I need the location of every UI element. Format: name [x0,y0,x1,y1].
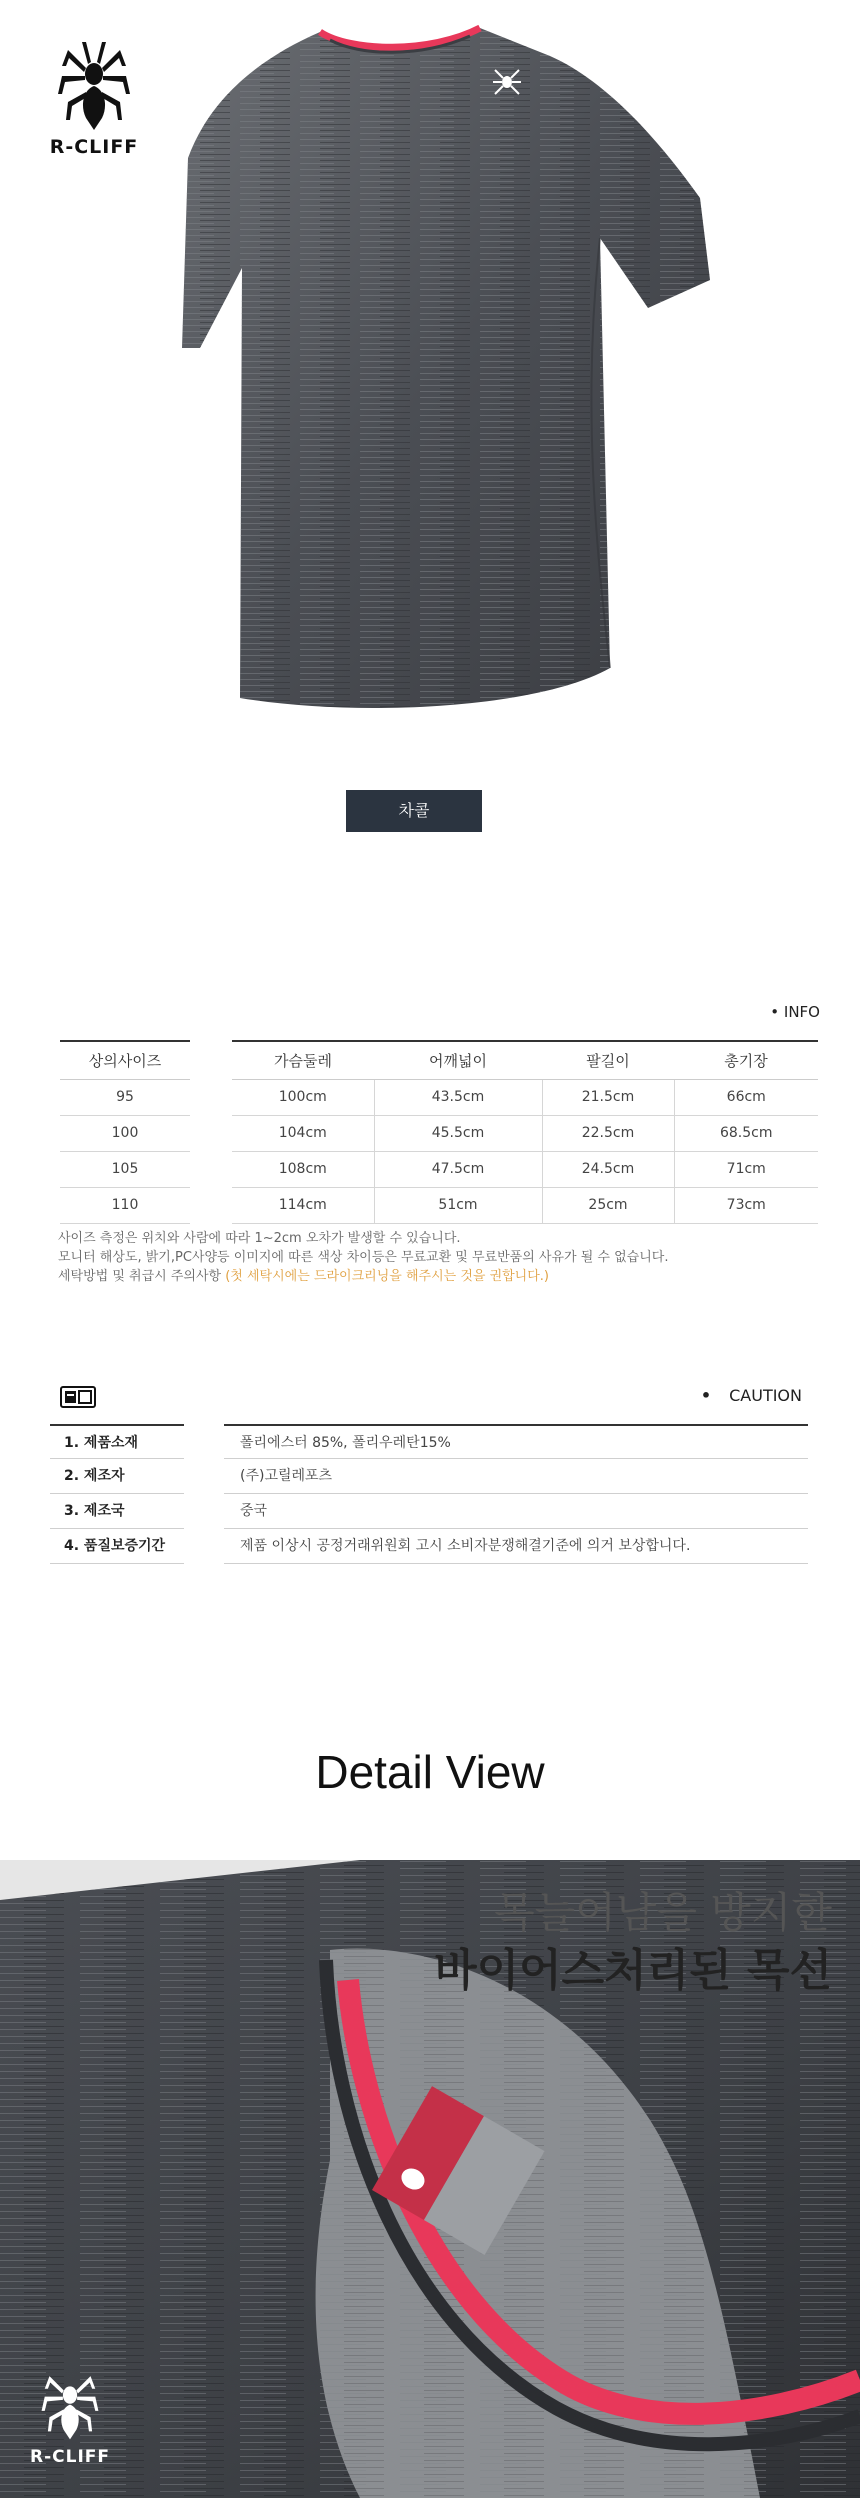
table-row [232,1187,818,1223]
size-cell: 95 [60,1079,190,1115]
washing-highlight: (첫 세탁시에는 드라이크리닝을 해주시는 것을 권합니다.) [225,1269,550,1284]
caution-title [701,1386,802,1405]
table-row [60,1079,190,1115]
size-info-title: • INFO [770,1003,820,1021]
size-measurement-table [232,1040,818,1224]
table-cell: 45.5cm [374,1115,542,1151]
table-cell: 71cm [674,1151,818,1187]
caution-table [50,1424,808,1564]
spider-logo-icon [40,2365,100,2441]
caution-title-text: CAUTION [729,1386,802,1405]
size-cell: 105 [60,1151,190,1187]
table-cell: 100cm [232,1079,374,1115]
caution-value: (주)고릴레포츠 [224,1459,808,1494]
caution-value: 폴리에스터 85%, 폴리우레탄15% [224,1424,808,1459]
size-cell: 100 [60,1115,190,1151]
table-cell: 114cm [232,1187,374,1223]
caution-row [50,1459,808,1494]
brand-name: R-CLIFF [49,136,139,158]
spider-logo-icon [56,36,132,132]
table-row [232,1115,818,1151]
size-notes [58,1229,668,1286]
bullet-dot: • [700,1386,712,1405]
caution-row [50,1529,808,1564]
caution-key: 1. 제품소재 [50,1424,184,1459]
brand-name: R-CLIFF [29,2447,110,2467]
table-cell: 25cm [542,1187,674,1223]
size-label-table [60,1040,190,1224]
table-cell: 73cm [674,1187,818,1223]
product-hero [0,0,860,880]
note-line [58,1267,668,1286]
table-cell: 104cm [232,1115,374,1151]
size-header: 상의사이즈 [60,1041,190,1079]
brand-logo [34,36,154,166]
table-cell: 22.5cm [542,1115,674,1151]
detail-copy-line2: 바이어스처리된 목선 [434,1945,832,1996]
table-row [60,1151,190,1187]
table-cell: 108cm [232,1151,374,1187]
caution-key: 4. 품질보증기간 [50,1529,184,1564]
detail-copy-line1: 목늘어남을 방지한 [494,1888,832,1937]
caution-value: 제품 이상시 공정거래위원회 고시 소비자분쟁해결기준에 의거 보상합니다. [224,1529,808,1564]
caution-value: 중국 [224,1494,808,1529]
size-cell: 110 [60,1187,190,1223]
caution-row [50,1424,808,1459]
table-cell: 68.5cm [674,1115,818,1151]
table-row [60,1115,190,1151]
table-row [60,1187,190,1223]
color-option-chip[interactable]: 차콜 [346,790,482,832]
note-line: 사이즈 측정은 위치와 사람에 따라 1~2cm 오차가 발생할 수 있습니다. [58,1231,461,1246]
table-cell: 24.5cm [542,1151,674,1187]
table-cell: 21.5cm [542,1079,674,1115]
detail-copy [434,1885,832,2001]
column-header: 가슴둘레 [232,1041,374,1079]
caution-key: 2. 제조자 [50,1459,184,1494]
collar-detail-image [0,1860,860,2498]
table-cell: 43.5cm [374,1079,542,1115]
caution-row [50,1494,808,1529]
table-row [232,1151,818,1187]
table-cell: 51cm [374,1187,542,1223]
tshirt-product-image [180,18,720,738]
table-row [232,1079,818,1115]
detail-view-title: Detail View [315,1746,545,1798]
caution-key: 3. 제조국 [50,1494,184,1529]
label-tag-icon [60,1386,96,1412]
table-cell: 47.5cm [374,1151,542,1187]
table-cell: 66cm [674,1079,818,1115]
column-header: 어깨넓이 [374,1041,542,1079]
brand-logo-bottom [20,2365,120,2467]
column-header: 팔길이 [542,1041,674,1079]
note-line: 모니터 해상도, 밝기,PC사양등 이미지에 따른 색상 차이등은 무료교환 및 무료반품의 사유가 될 수 없습니다. [58,1250,669,1265]
column-header: 총기장 [674,1041,818,1079]
note-text: 세탁방법 및 취급시 주의사항 [58,1269,226,1284]
